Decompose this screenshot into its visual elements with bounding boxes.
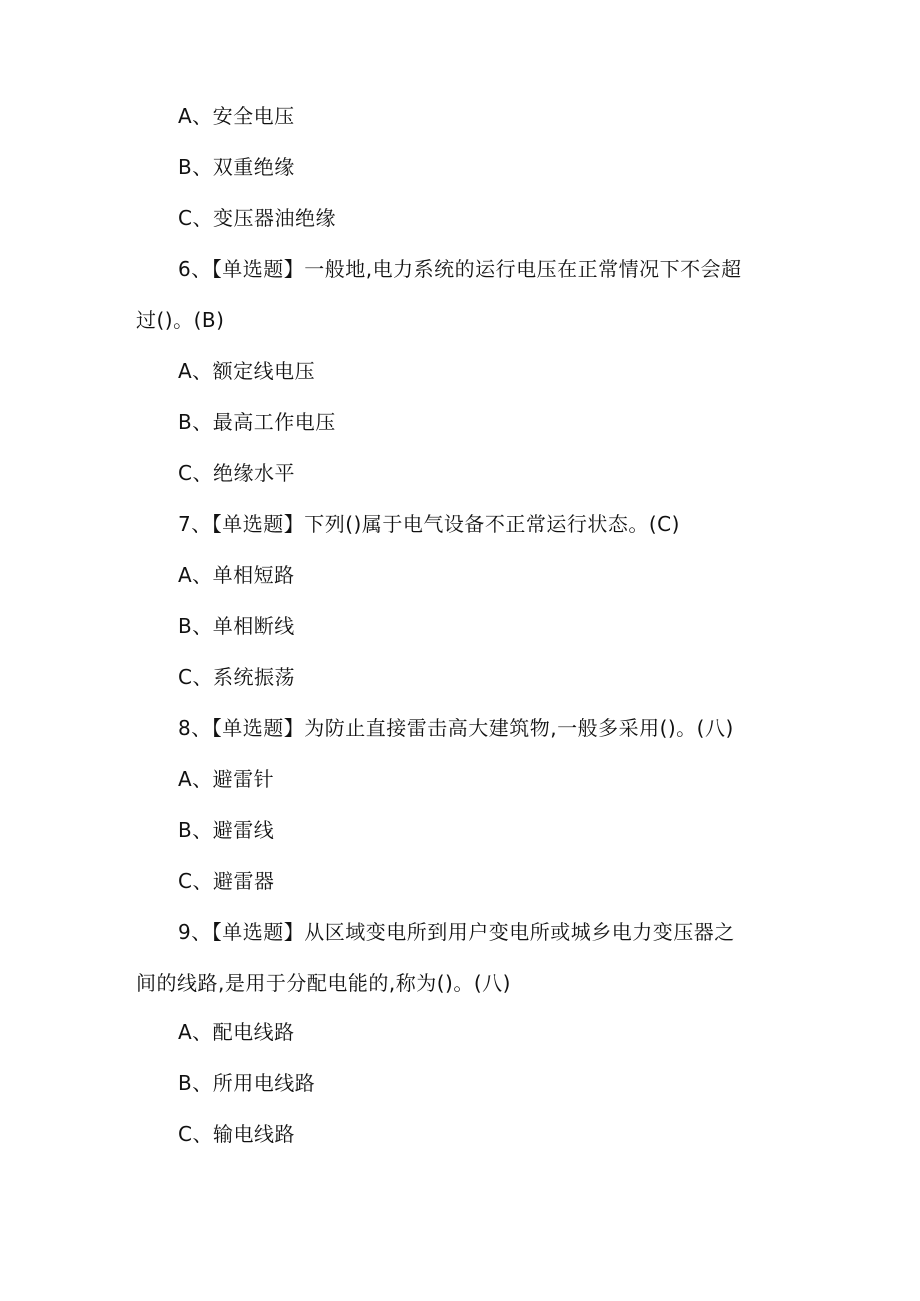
q8-stem: 8、【单选题】为防止直接雷击高大建筑物,一般多采用()。(八): [178, 716, 734, 740]
q6-stem-line1: 6、【单选题】一般地,电力系统的运行电压在正常情况下不会超: [178, 257, 742, 281]
q7-option-a: A、单相短路: [178, 563, 295, 587]
q8-option-b: B、避雷线: [178, 818, 275, 842]
q9-stem-line2: 间的线路,是用于分配电能的,称为()。(八): [136, 971, 511, 995]
q7-option-b: B、单相断线: [178, 614, 295, 638]
q6-stem-line2: 过()。(B): [136, 308, 225, 332]
q9-stem-line1: 9、【单选题】从区域变电所到用户变电所或城乡电力变压器之: [178, 920, 735, 944]
q5-option-b: B、双重绝缘: [178, 155, 295, 179]
q9-option-b: B、所用电线路: [178, 1071, 316, 1095]
q6-option-a: A、额定线电压: [178, 359, 316, 383]
q5-option-c: C、变压器油绝缘: [178, 206, 336, 230]
q8-option-a: A、避雷针: [178, 767, 275, 791]
q5-option-a: A、安全电压: [178, 104, 295, 128]
q6-option-c: C、绝缘水平: [178, 461, 295, 485]
q8-option-c: C、避雷器: [178, 869, 275, 893]
q9-option-a: A、配电线路: [178, 1020, 295, 1044]
q7-option-c: C、系统振荡: [178, 665, 295, 689]
q9-option-c: C、输电线路: [178, 1122, 295, 1146]
q7-stem: 7、【单选题】下列()属于电气设备不正常运行状态。(C): [178, 512, 680, 536]
q6-option-b: B、最高工作电压: [178, 410, 336, 434]
